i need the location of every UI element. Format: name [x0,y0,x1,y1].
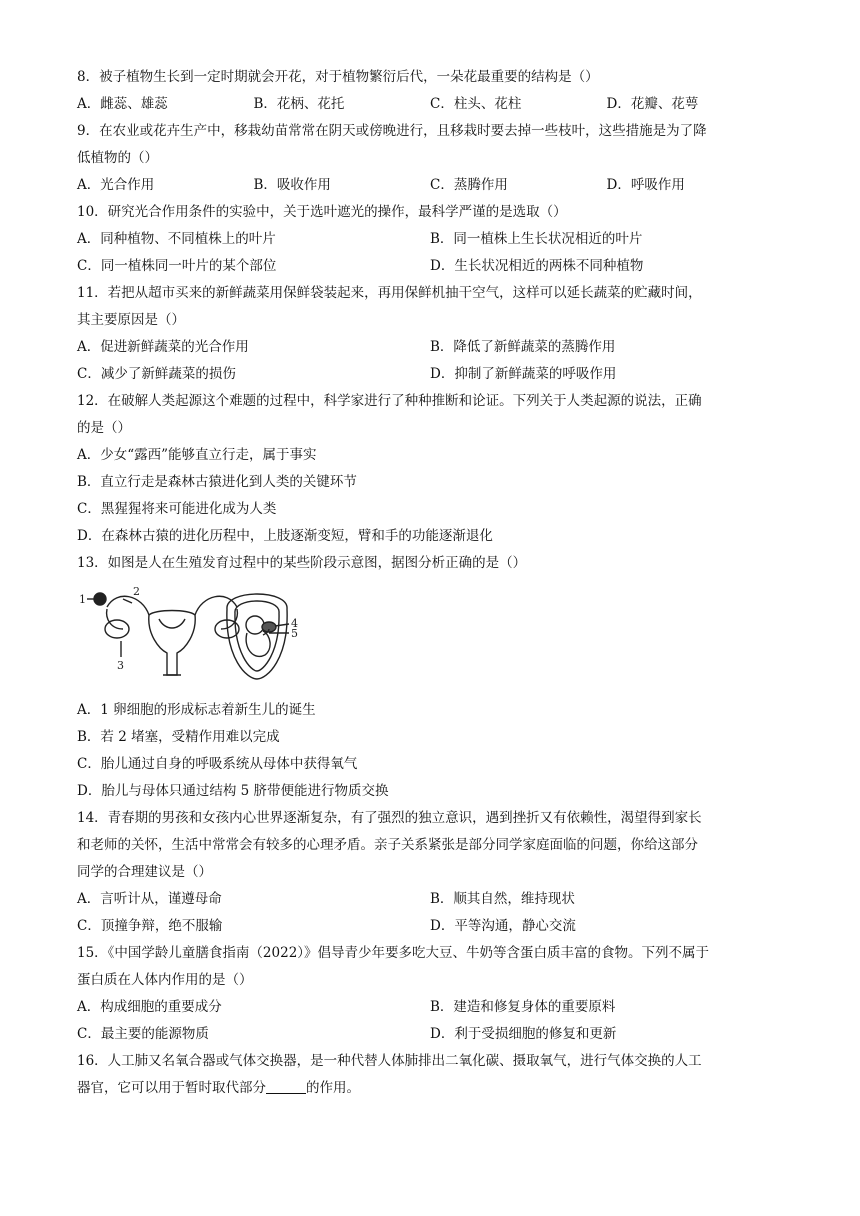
option-a: A．1 卵细胞的形成标志着新生儿的诞生 [77,702,316,718]
option-b: B．吸收作用 [253,177,331,193]
uterus-body [149,611,195,676]
options-row [77,91,783,118]
question-8 [77,64,783,118]
option-c: C．胎儿通过自身的呼吸系统从母体中获得氧气 [77,756,358,772]
figure-label-1: 1 [79,593,86,606]
figure-label-2: 2 [133,585,140,598]
option-b: B．若 2 堵塞，受精作用难以完成 [77,729,280,745]
left-ovary [105,620,129,638]
uterus-outer [227,594,287,679]
question-16 [77,1048,783,1102]
option-a: A．构成细胞的重要成分 [77,999,222,1015]
stem-text-before-blank: 器官，它可以用于暂时取代部分 [77,1080,266,1096]
option-b: B．直立行走是森林古猿进化到人类的关键环节 [77,474,357,490]
option-d: D．利于受损细胞的修复和更新 [430,1026,617,1042]
question-11 [77,280,783,388]
question-stem-line-1: 11．若把从超市买来的新鲜蔬菜用保鲜袋装起来，再用保鲜机抽干空气，这样可以延长蔬菜的贮藏时间， [77,285,702,301]
question-stem-line-1: 15．《中国学龄儿童膳食指南（2022）》倡导青少年要多吃大豆、牛奶等含蛋白质丰富的食物。下列不属于 [77,945,710,961]
figure-label-4: 4 [291,617,298,630]
figure-label-5: 5 [291,627,298,640]
question-stem: 8．被子植物生长到一定时期就会开花，对于植物繁衍后代，一朵花最重要的结构是（） [77,69,599,85]
option-a: A．少女“露西”能够直立行走，属于事实 [77,447,317,463]
option-a: A．雌蕊、雄蕊 [77,96,168,112]
question-stem-line-2 [77,1075,783,1102]
question-stem-line-1: 16．人工肺又名氧合器或气体交换器，是一种代替人体肺排出二氧化碳、摄取氧气，进行气体交换的人工 [77,1053,702,1069]
option-d: D．在森林古猿的进化历程中，上肢逐渐变短，臂和手的功能逐渐退化 [77,528,493,544]
option-b: B．花柄、花托 [253,96,345,112]
question-stem-line-2: 其主要原因是（） [77,312,185,328]
option-c: C．最主要的能源物质 [77,1026,209,1042]
option-b: B．建造和修复身体的重要原料 [430,999,616,1015]
left-tube-end [107,609,123,629]
option-d: D．平等沟通，静心交流 [430,918,576,934]
reproduction-diagram [77,579,783,691]
uterus-ovary-figure [87,593,239,675]
option-c: C．顶撞争辩，绝不服输 [77,918,223,934]
option-c: C．蒸腾作用 [430,177,508,193]
question-stem-line-2: 和老师的关怀，生活中常常会有较多的心理矛盾。亲子关系紧张是部分同学家庭面临的问题，你给这部分 [77,837,698,853]
option-c: C．柱头、花柱 [430,96,522,112]
option-a: A．言听计从，谨遵母命 [77,891,222,907]
question-stem-line-1: 9．在农业或花卉生产中，移栽幼苗常常在阴天或傍晚进行，且移栽时要去掉一些枝叶，这些措施是为了降 [77,123,707,139]
question-15 [77,940,783,1048]
right-fallopian-tube [195,596,237,615]
option-d: D．胎儿与母体只通过结构 5 脐带便能进行物质交换 [77,783,389,799]
question-stem-line-2: 的是（） [77,420,131,436]
option-b: B．同一植株上生长状况相近的叶片 [430,231,643,247]
option-d: D．生长状况相近的两株不同种植物 [430,258,644,274]
question-stem: 13．如图是人在生殖发育过程中的某些阶段示意图，据图分析正确的是（） [77,555,527,571]
options-grid [77,994,783,1048]
egg-cell-shape [94,593,106,605]
label-line-2 [123,599,132,603]
question-stem: 10．研究光合作用条件的实验中，关于选叶遮光的操作，最科学严谨的是选取（） [77,204,567,220]
question-12 [77,388,783,550]
option-a: A．促进新鲜蔬菜的光合作用 [77,339,249,355]
answer-blank[interactable] [266,1079,306,1094]
figure-label-3: 3 [117,659,124,672]
option-b: B．顺其自然，维持现状 [430,891,575,907]
question-stem-line-2: 蛋白质在人体内作用的是（） [77,972,253,988]
question-stem-line-1: 12．在破解人类起源这个难题的过程中，科学家进行了种种推断和论证。下列关于人类起源的说法，正确 [77,393,702,409]
question-9 [77,118,783,199]
reproduction-diagram-svg [77,579,317,689]
question-stem-line-2: 低植物的（） [77,150,158,166]
options-list [77,442,783,550]
question-14 [77,805,783,940]
options-list [77,697,783,805]
option-c: C．减少了新鲜蔬菜的损伤 [77,366,236,382]
question-stem-line-1: 14．青春期的男孩和女孩内心世界逐渐复杂，有了强烈的独立意识，遇到挫折又有依赖性，渴望得到家长 [77,810,702,826]
options-row [77,172,783,199]
question-10 [77,199,783,280]
option-a: A．光合作用 [77,177,155,193]
option-c: C．同一植株同一叶片的某个部位 [77,258,277,274]
stem-text-after-blank: 的作用。 [306,1080,360,1096]
uterine-cavity [159,619,185,628]
options-grid [77,226,783,280]
option-d: D．呼吸作用 [606,177,685,193]
question-stem-line-3: 同学的合理建议是（） [77,864,212,880]
amniotic-sac [235,601,279,671]
fetus-body [246,631,270,656]
option-a: A．同种植物、不同植株上的叶片 [77,231,276,247]
option-d: D．花瓣、花萼 [606,96,699,112]
fetus-head [246,616,264,634]
options-grid [77,886,783,940]
options-grid [77,334,783,388]
exam-page [77,64,783,1102]
option-d: D．抑制了新鲜蔬菜的呼吸作用 [430,366,617,382]
option-c: C．黑猩猩将来可能进化成为人类 [77,501,277,517]
question-13 [77,550,783,805]
option-b: B．降低了新鲜蔬菜的蒸腾作用 [430,339,616,355]
left-fallopian-tube [107,596,149,615]
